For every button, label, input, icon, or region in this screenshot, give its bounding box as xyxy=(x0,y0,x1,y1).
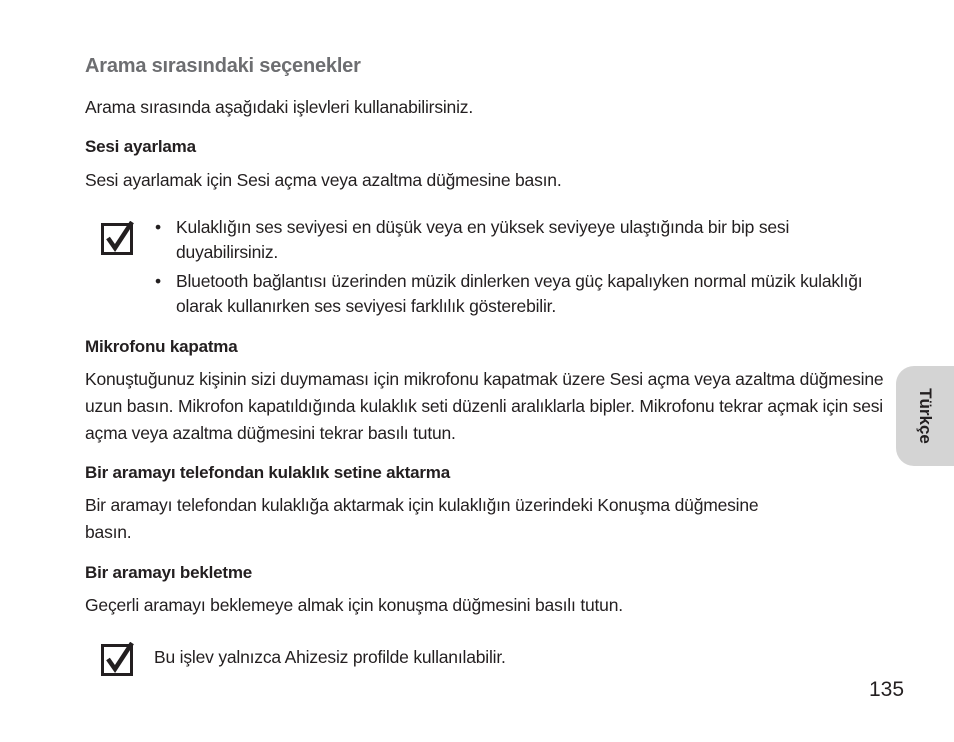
note-item xyxy=(153,269,873,319)
page-number: 135 xyxy=(869,678,905,701)
note-item xyxy=(153,215,873,265)
checkbox-note-icon xyxy=(101,642,135,676)
subheading-transfer: Bir aramayı telefondan kulaklık setine aktarma xyxy=(85,463,450,482)
intro-text: Arama sırasında aşağıdaki işlevleri kullanabilirsiniz. xyxy=(85,97,473,117)
language-tab-label: Türkçe xyxy=(916,388,935,444)
note-item-text: Bluetooth bağlantısı üzerinden müzik dinlerken veya güç kapalıyken normal müzik kulaklığı olarak kullanırken ses seviyesi farklılık gösterebilir. xyxy=(176,271,863,316)
mute-text: Konuştuğunuz kişinin sizi duymaması için mikrofonu kapatmak üzere Sesi açma veya azaltma düğmesine uzun basın. Mikrofon kapatıldığında kulaklık seti düzenli aralıklarla bipler. Mikrofonu tekrar açmak için sesi açma veya azaltma düğmesini tekrar basılı tutun. xyxy=(85,369,884,443)
subheading-volume: Sesi ayarlama xyxy=(85,137,196,156)
bullet-icon: • xyxy=(155,271,161,291)
note-list xyxy=(153,215,873,323)
note-text: Bu işlev yalnızca Ahizesiz profilde kullanılabilir. xyxy=(154,647,506,667)
checkbox-note-icon xyxy=(101,221,135,255)
language-tab xyxy=(896,366,954,466)
section-heading: Arama sırasındaki seçenekler xyxy=(85,55,361,77)
note-item-text: Kulaklığın ses seviyesi en düşük veya en yüksek seviyeye ulaştığında bir bip sesi duyabilirsiniz. xyxy=(176,217,790,262)
transfer-text: Bir aramayı telefondan kulaklığa aktarmak için kulaklığın üzerindeki Konuşma düğmesine basın. xyxy=(85,495,759,542)
volume-text: Sesi ayarlamak için Sesi açma veya azaltma düğmesine basın. xyxy=(85,170,562,190)
bullet-icon: • xyxy=(155,217,161,237)
hold-text: Geçerli aramayı beklemeye almak için konuşma düğmesini basılı tutun. xyxy=(85,595,623,615)
subheading-mute: Mikrofonu kapatma xyxy=(85,337,238,356)
subheading-hold: Bir aramayı bekletme xyxy=(85,563,253,582)
